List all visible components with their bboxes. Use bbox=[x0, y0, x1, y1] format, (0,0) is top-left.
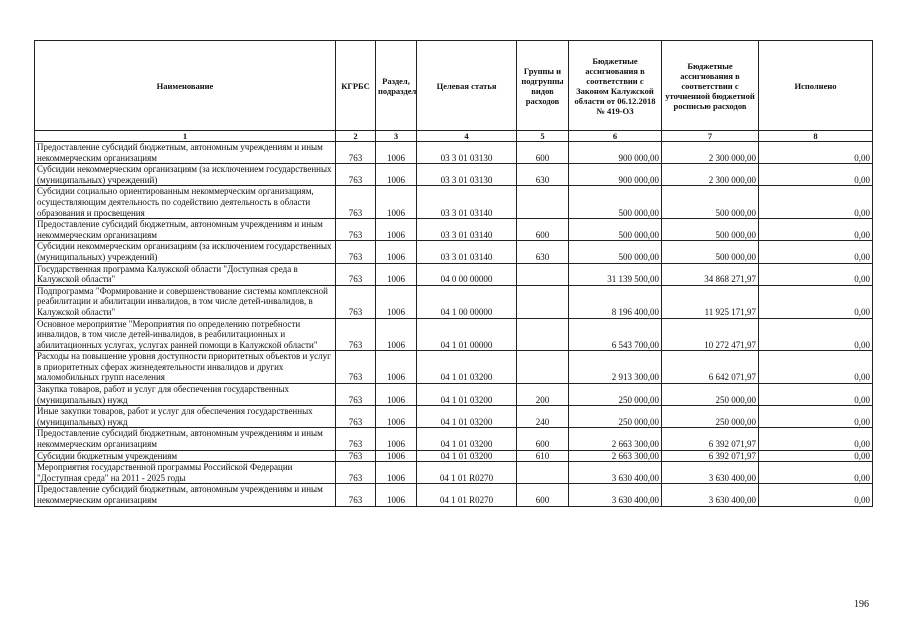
row-law-amount: 2 663 300,00 bbox=[569, 428, 662, 450]
row-kgrbs: 763 bbox=[336, 241, 376, 263]
row-article: 04 1 01 03200 bbox=[417, 428, 517, 450]
row-kgrbs: 763 bbox=[336, 164, 376, 186]
row-name: Основное мероприятие "Мероприятия по определению потребности инвалидов, в том числе детей-инвалидов, в реабилитационных и абилитационных услугах, услугах ранней помощи в Калужской области" bbox=[35, 318, 336, 351]
row-refined-amount: 11 925 171,97 bbox=[662, 285, 759, 318]
row-name: Предоставление субсидий бюджетным, автономным учреждениям и иным некоммерческим организациям bbox=[35, 428, 336, 450]
row-law-amount: 3 630 400,00 bbox=[569, 484, 662, 506]
table-row bbox=[35, 142, 873, 164]
row-name: Субсидии некоммерческим организациям (за исключением государственных (муниципальных) учреждений) bbox=[35, 241, 336, 263]
row-law-amount: 900 000,00 bbox=[569, 164, 662, 186]
row-executed-amount: 0,00 bbox=[759, 428, 873, 450]
row-name: Государственная программа Калужской области "Доступная среда в Калужской области" bbox=[35, 263, 336, 285]
column-number: 7 bbox=[662, 131, 759, 142]
row-kgrbs: 763 bbox=[336, 462, 376, 484]
row-executed-amount: 0,00 bbox=[759, 219, 873, 241]
row-kgrbs: 763 bbox=[336, 484, 376, 506]
row-group: 600 bbox=[517, 219, 569, 241]
row-refined-amount: 500 000,00 bbox=[662, 186, 759, 219]
row-refined-amount: 500 000,00 bbox=[662, 241, 759, 263]
row-law-amount: 2 663 300,00 bbox=[569, 450, 662, 462]
row-refined-amount: 250 000,00 bbox=[662, 406, 759, 428]
row-kgrbs: 763 bbox=[336, 384, 376, 406]
row-law-amount: 8 196 400,00 bbox=[569, 285, 662, 318]
row-name: Субсидии бюджетным учреждениям bbox=[35, 450, 336, 462]
header-kgrbs: КГРБС bbox=[336, 41, 376, 131]
row-refined-amount: 500 000,00 bbox=[662, 219, 759, 241]
row-article: 03 3 01 03140 bbox=[417, 186, 517, 219]
table-row bbox=[35, 164, 873, 186]
row-kgrbs: 763 bbox=[336, 285, 376, 318]
column-number: 8 bbox=[759, 131, 873, 142]
column-number-row bbox=[35, 131, 873, 142]
row-refined-amount: 6 642 071,97 bbox=[662, 351, 759, 384]
header-law-allocation: Бюджетные ассигнования в соответствии с Законом Калужской области от 06.12.2018 № 419-ОЗ bbox=[569, 41, 662, 131]
row-kgrbs: 763 bbox=[336, 186, 376, 219]
row-executed-amount: 0,00 bbox=[759, 484, 873, 506]
row-executed-amount: 0,00 bbox=[759, 384, 873, 406]
row-article: 03 3 01 03140 bbox=[417, 219, 517, 241]
header-name: Наименование bbox=[35, 41, 336, 131]
row-executed-amount: 0,00 bbox=[759, 450, 873, 462]
column-number: 2 bbox=[336, 131, 376, 142]
row-razdel: 1006 bbox=[376, 263, 417, 285]
header-razdel: Раздел, подраздел bbox=[376, 41, 417, 131]
table-row bbox=[35, 263, 873, 285]
table-row bbox=[35, 285, 873, 318]
table-row bbox=[35, 462, 873, 484]
table-row bbox=[35, 384, 873, 406]
row-group: 600 bbox=[517, 484, 569, 506]
table-row bbox=[35, 318, 873, 351]
table-row bbox=[35, 351, 873, 384]
column-number: 3 bbox=[376, 131, 417, 142]
row-kgrbs: 763 bbox=[336, 351, 376, 384]
row-kgrbs: 763 bbox=[336, 142, 376, 164]
row-article: 03 3 01 03130 bbox=[417, 164, 517, 186]
row-group: 630 bbox=[517, 164, 569, 186]
row-article: 04 1 01 03200 bbox=[417, 406, 517, 428]
row-kgrbs: 763 bbox=[336, 263, 376, 285]
row-refined-amount: 2 300 000,00 bbox=[662, 142, 759, 164]
row-razdel: 1006 bbox=[376, 484, 417, 506]
row-refined-amount: 6 392 071,97 bbox=[662, 428, 759, 450]
row-article: 04 1 01 03200 bbox=[417, 351, 517, 384]
table-row bbox=[35, 241, 873, 263]
row-law-amount: 900 000,00 bbox=[569, 142, 662, 164]
row-kgrbs: 763 bbox=[336, 406, 376, 428]
row-group: 240 bbox=[517, 406, 569, 428]
budget-table bbox=[34, 40, 873, 507]
row-law-amount: 3 630 400,00 bbox=[569, 462, 662, 484]
table-row bbox=[35, 450, 873, 462]
row-law-amount: 6 543 700,00 bbox=[569, 318, 662, 351]
row-refined-amount: 10 272 471,97 bbox=[662, 318, 759, 351]
row-article: 04 1 01 R0270 bbox=[417, 484, 517, 506]
header-article: Целевая статья bbox=[417, 41, 517, 131]
row-kgrbs: 763 bbox=[336, 450, 376, 462]
row-law-amount: 500 000,00 bbox=[569, 241, 662, 263]
table-body bbox=[35, 142, 873, 507]
header-row bbox=[35, 41, 873, 131]
row-executed-amount: 0,00 bbox=[759, 318, 873, 351]
row-name: Закупка товаров, работ и услуг для обеспечения государственных (муниципальных) нужд bbox=[35, 384, 336, 406]
row-refined-amount: 34 868 271,97 bbox=[662, 263, 759, 285]
page-number: 196 bbox=[854, 599, 869, 610]
column-number: 1 bbox=[35, 131, 336, 142]
row-law-amount: 31 139 500,00 bbox=[569, 263, 662, 285]
row-refined-amount: 3 630 400,00 bbox=[662, 484, 759, 506]
row-executed-amount: 0,00 bbox=[759, 186, 873, 219]
row-article: 04 1 01 03200 bbox=[417, 450, 517, 462]
row-razdel: 1006 bbox=[376, 142, 417, 164]
row-razdel: 1006 bbox=[376, 219, 417, 241]
column-number: 6 bbox=[569, 131, 662, 142]
row-name: Субсидии некоммерческим организациям (за исключением государственных (муниципальных) учреждений) bbox=[35, 164, 336, 186]
row-group: 200 bbox=[517, 384, 569, 406]
row-group bbox=[517, 351, 569, 384]
row-kgrbs: 763 bbox=[336, 219, 376, 241]
header-refined-allocation: Бюджетные ассигнования в соответствии с уточненной бюджетной росписью расходов bbox=[662, 41, 759, 131]
row-article: 04 1 00 00000 bbox=[417, 285, 517, 318]
row-razdel: 1006 bbox=[376, 164, 417, 186]
row-law-amount: 500 000,00 bbox=[569, 219, 662, 241]
row-executed-amount: 0,00 bbox=[759, 406, 873, 428]
table-row bbox=[35, 428, 873, 450]
row-executed-amount: 0,00 bbox=[759, 241, 873, 263]
row-group bbox=[517, 263, 569, 285]
header-executed: Исполнено bbox=[759, 41, 873, 131]
row-article: 04 1 01 03200 bbox=[417, 384, 517, 406]
row-group: 610 bbox=[517, 450, 569, 462]
row-article: 03 3 01 03140 bbox=[417, 241, 517, 263]
row-name: Мероприятия государственной программы Российской Федерации "Доступная среда" на 2011 - 2025 годы bbox=[35, 462, 336, 484]
header-groups: Группы и подгруппы видов расходов bbox=[517, 41, 569, 131]
row-law-amount: 250 000,00 bbox=[569, 406, 662, 428]
row-razdel: 1006 bbox=[376, 428, 417, 450]
column-number: 5 bbox=[517, 131, 569, 142]
row-razdel: 1006 bbox=[376, 384, 417, 406]
row-name: Предоставление субсидий бюджетным, автономным учреждениям и иным некоммерческим организациям bbox=[35, 484, 336, 506]
row-group: 600 bbox=[517, 142, 569, 164]
row-razdel: 1006 bbox=[376, 318, 417, 351]
row-executed-amount: 0,00 bbox=[759, 263, 873, 285]
row-name: Расходы на повышение уровня доступности приоритетных объектов и услуг в приоритетных сферах жизнедеятельности инвалидов и других маломобильных групп населения bbox=[35, 351, 336, 384]
row-law-amount: 2 913 300,00 bbox=[569, 351, 662, 384]
row-article: 04 1 01 00000 bbox=[417, 318, 517, 351]
row-refined-amount: 3 630 400,00 bbox=[662, 462, 759, 484]
row-group: 630 bbox=[517, 241, 569, 263]
row-refined-amount: 6 392 071,97 bbox=[662, 450, 759, 462]
row-group bbox=[517, 462, 569, 484]
row-executed-amount: 0,00 bbox=[759, 462, 873, 484]
row-executed-amount: 0,00 bbox=[759, 285, 873, 318]
row-law-amount: 250 000,00 bbox=[569, 384, 662, 406]
table-row bbox=[35, 406, 873, 428]
row-name: Предоставление субсидий бюджетным, автономным учреждениям и иным некоммерческим организациям bbox=[35, 219, 336, 241]
table-row bbox=[35, 219, 873, 241]
row-group bbox=[517, 285, 569, 318]
row-group: 600 bbox=[517, 428, 569, 450]
row-article: 04 1 01 R0270 bbox=[417, 462, 517, 484]
row-name: Субсидии социально ориентированным некоммерческим организациям, осуществляющим деятельность по содействию деятельность в области образования и просвещения bbox=[35, 186, 336, 219]
column-number: 4 bbox=[417, 131, 517, 142]
row-razdel: 1006 bbox=[376, 285, 417, 318]
row-executed-amount: 0,00 bbox=[759, 164, 873, 186]
table-row bbox=[35, 484, 873, 506]
row-group bbox=[517, 186, 569, 219]
row-law-amount: 500 000,00 bbox=[569, 186, 662, 219]
row-article: 03 3 01 03130 bbox=[417, 142, 517, 164]
row-razdel: 1006 bbox=[376, 462, 417, 484]
row-name: Иные закупки товаров, работ и услуг для обеспечения государственных (муниципальных) нужд bbox=[35, 406, 336, 428]
row-razdel: 1006 bbox=[376, 241, 417, 263]
row-kgrbs: 763 bbox=[336, 318, 376, 351]
row-name: Подпрограмма "Формирование и совершенствование системы комплексной реабилитации и абилитации инвалидов, в том числе детей-инвалидов, в Калужской области" bbox=[35, 285, 336, 318]
row-executed-amount: 0,00 bbox=[759, 351, 873, 384]
row-razdel: 1006 bbox=[376, 406, 417, 428]
row-executed-amount: 0,00 bbox=[759, 142, 873, 164]
row-refined-amount: 250 000,00 bbox=[662, 384, 759, 406]
row-kgrbs: 763 bbox=[336, 428, 376, 450]
row-razdel: 1006 bbox=[376, 186, 417, 219]
row-name: Предоставление субсидий бюджетным, автономным учреждениям и иным некоммерческим организациям bbox=[35, 142, 336, 164]
row-razdel: 1006 bbox=[376, 450, 417, 462]
row-refined-amount: 2 300 000,00 bbox=[662, 164, 759, 186]
row-article: 04 0 00 00000 bbox=[417, 263, 517, 285]
row-group bbox=[517, 318, 569, 351]
row-razdel: 1006 bbox=[376, 351, 417, 384]
table-row bbox=[35, 186, 873, 219]
